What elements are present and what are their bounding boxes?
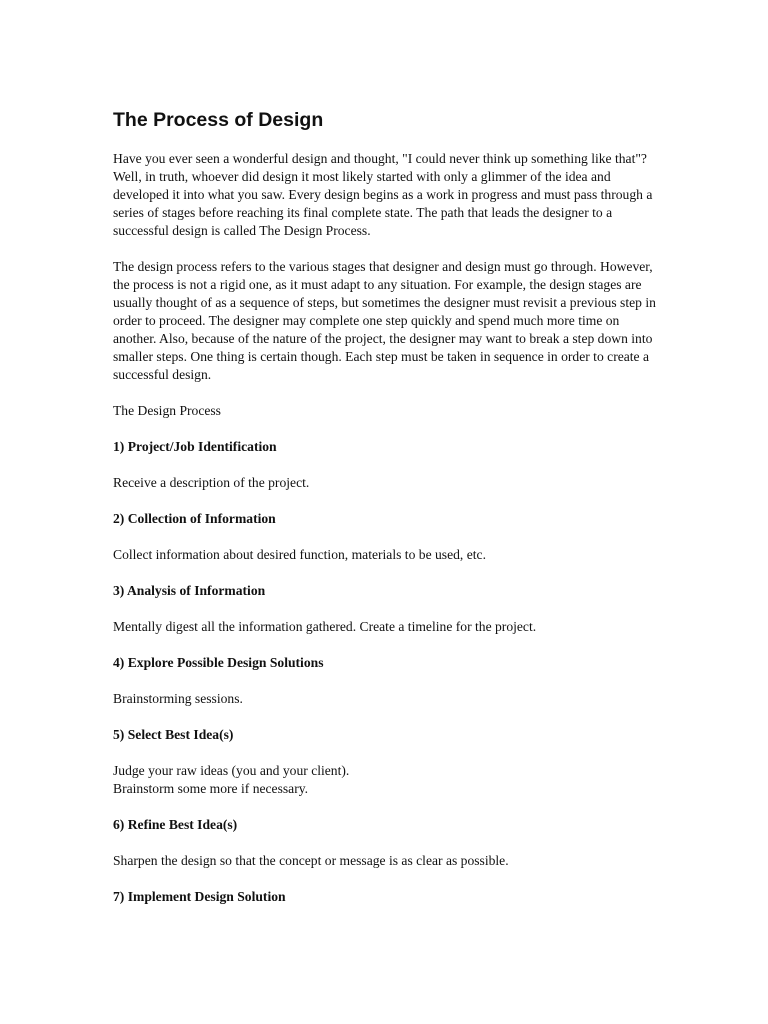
step-description [113,852,661,870]
step-description [113,618,661,636]
step-line: Receive a description of the project. [113,475,310,490]
step-heading: 2) Collection of Information [113,511,276,526]
step-line: Brainstorming sessions. [113,691,243,706]
step-heading: 1) Project/Job Identification [113,439,277,454]
section-label: The Design Process [113,403,221,418]
step-heading: 3) Analysis of Information [113,583,266,598]
step-description [113,546,661,564]
step-4 [113,654,661,708]
step-line: Sharpen the design so that the concept or message is as clear as possible. [113,853,509,868]
step-heading: 4) Explore Possible Design Solutions [113,655,324,670]
step-heading: 7) Implement Design Solution [113,889,286,904]
step-5 [113,726,661,798]
step-6 [113,816,661,870]
step-description [113,762,661,798]
intro-paragraph-1: Have you ever seen a wonderful design and thought, "I could never think up something like that"? Well, in truth, whoever did design it most likely started with only a glimmer of the idea and developed it into what you saw. Every design begins as a work in progress and must pass through a series of stages before reaching its final complete state. The path that leads the designer to a successful design is called The Design Process. [113,151,653,238]
step-heading: 5) Select Best Idea(s) [113,727,234,742]
step-line: Judge your raw ideas (you and your client). [113,763,350,778]
step-description [113,690,661,708]
step-2 [113,510,661,564]
step-line: Brainstorm some more if necessary. [113,781,309,796]
step-3 [113,582,661,636]
step-heading: 6) Refine Best Idea(s) [113,817,238,832]
document-page [113,108,661,924]
step-7 [113,888,661,906]
step-description [113,474,661,492]
intro-paragraph-2: The design process refers to the various stages that designer and design must go through. However, the process is not a rigid one, as it must adapt to any situation. For example, the design stages are usually thought of as a sequence of steps, but sometimes the designer must revisit a previous step in order to proceed. The designer may complete one step quickly and spend much more time on another. Also, because of the nature of the project, the designer may want to break a step down into smaller steps. One thing is certain though. Each step must be taken in sequence in order to create a successful design. [113,259,656,382]
step-1 [113,438,661,492]
page-title: The Process of Design [113,109,324,131]
step-line: Collect information about desired function, materials to be used, etc. [113,547,486,562]
step-line: Mentally digest all the information gathered. Create a timeline for the project. [113,619,537,634]
